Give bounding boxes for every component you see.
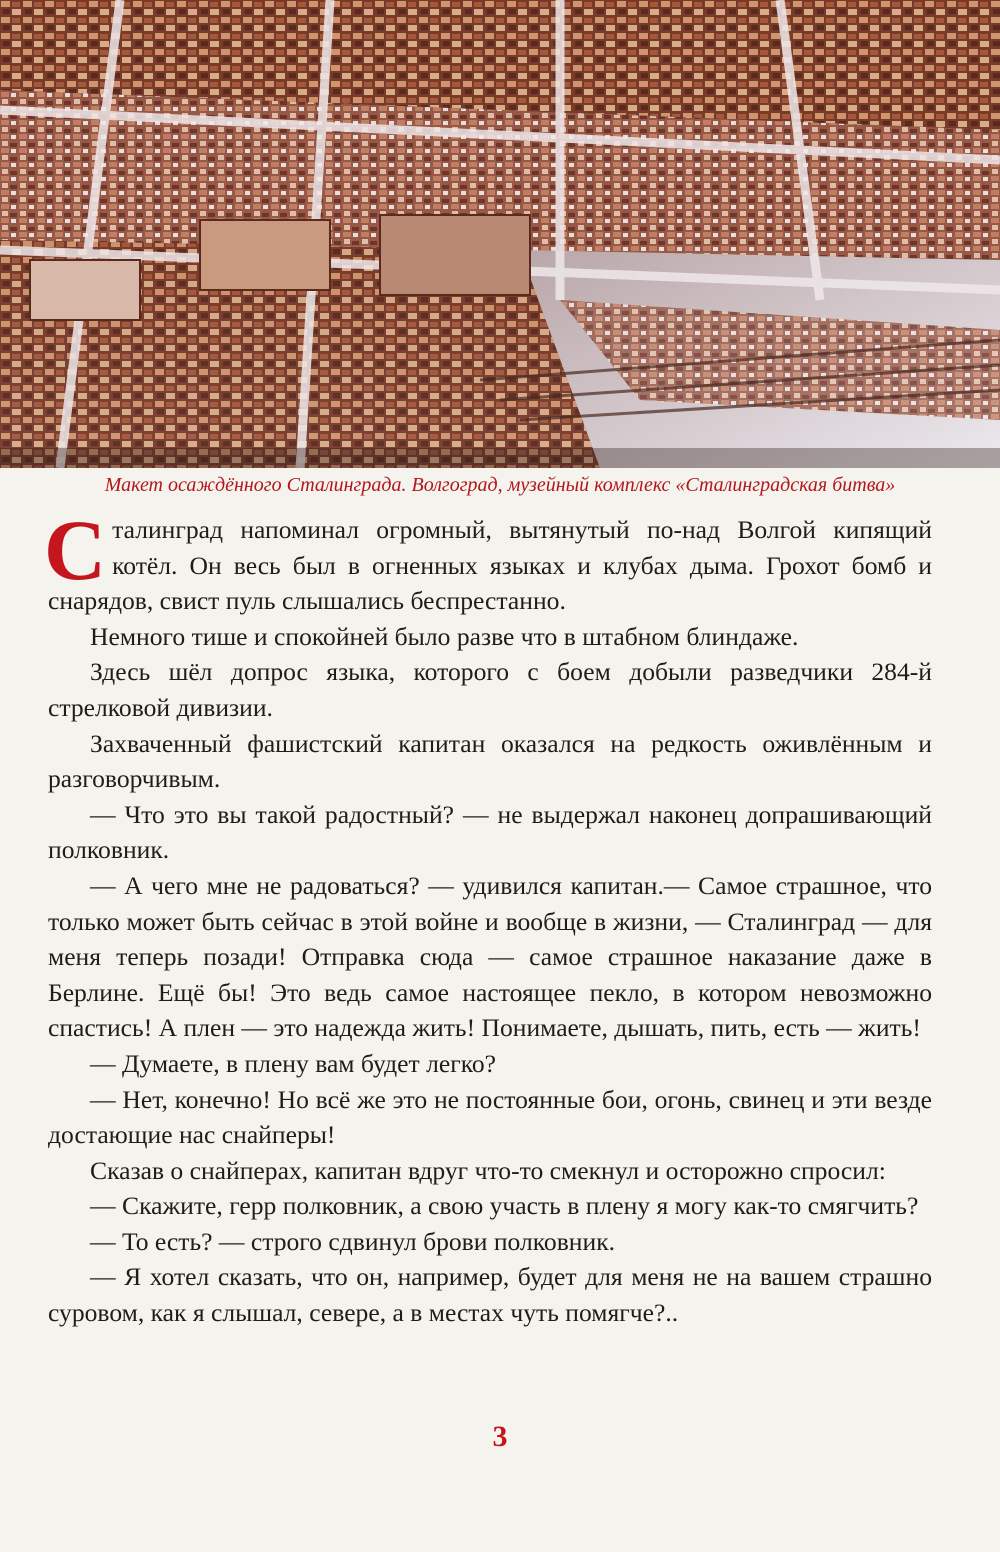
drop-cap: С — [44, 502, 107, 598]
dialogue-line: — Нет, конечно! Но всё же это не постоянные бои, огонь, свинец и эти везде достающие нас снайперы! — [48, 1084, 932, 1150]
paragraph: Сказав о снайперах, капитан вдруг что-то смекнул и осторожно спросил: — [90, 1155, 886, 1185]
dialogue-line: — Скажите, герр полковник, а свою участь в плену я могу как-то смягчить? — [90, 1191, 919, 1221]
dialogue-line: — Думаете, в плену вам будет легко? — [90, 1048, 497, 1078]
paragraph: Захваченный фашистский капитан оказался на редкость оживлённым и разговорчивым. — [48, 728, 932, 794]
aerial-ruined-city-image — [0, 0, 1000, 468]
paragraph: Сталинград напоминал огромный, вытянутый по-над Волгой кипящий котёл. Он весь был в огненных языках и клубах дыма. Грохот бомб и снарядов, свист пуль слышались беспрестанно. — [44, 502, 932, 616]
dialogue-line: — Что это вы такой радостный? — не выдержал наконец допрашивающий полковник. — [48, 799, 932, 865]
dialogue-line: — То есть? — строго сдвинул брови полковник. — [90, 1226, 616, 1256]
paragraph: Здесь шёл допрос языка, которого с боем добыли разведчики 284-й стрелковой дивизии. — [48, 657, 932, 722]
paragraph: Немного тише и спокойней было разве что в штабном блиндаже. — [90, 621, 799, 651]
page-number: 3 — [492, 1420, 508, 1453]
dialogue-line: — Я хотел сказать, что он, например, будет для меня не на вашем страшно суровом, как я слышал, севере, а в местах чуть помягче?.. — [48, 1262, 932, 1328]
dialogue-line: — А чего мне не радоваться? — удивился капитан.— Самое страшное, что только может быть сейчас в этой войне и вообще в жизни, — Сталинград — для меня теперь позади! Отправка сюда — самое страшное наказание даже в Берлине. Ещё бы! Это ведь самое настоящее пекло, в котором невозможно спастись! А плен — это надежда жить! Понимаете, дышать, пить, есть — жить! — [48, 870, 932, 1043]
story-text — [44, 502, 932, 1331]
city-model-photo — [0, 0, 1000, 468]
photo-caption: Макет осаждённого Сталинграда. Волгоград, музейный комплекс «Сталинградская битва» — [104, 474, 896, 496]
